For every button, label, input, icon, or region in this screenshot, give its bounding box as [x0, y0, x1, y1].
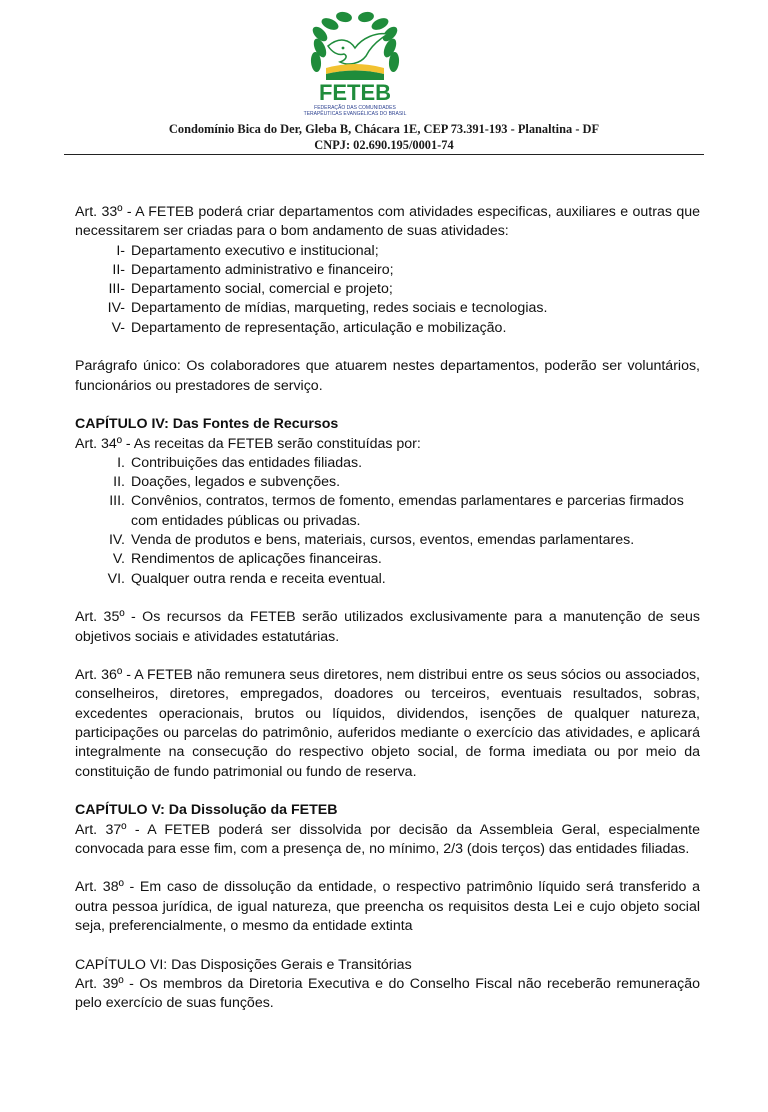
- list-item: IV- Departamento de mídias, marqueting, redes sociais e tecnologias.: [107, 300, 548, 317]
- list-item: III. Convênios, contratos, termos de fomento, emendas parlamentares e parcerias firmados com entidades públicas ou privadas.: [109, 493, 684, 529]
- list-item: II. Doações, legados e subvenções.: [113, 474, 341, 491]
- chapter6-title: CAPÍTULO VI: Das Disposições Gerais e Transitórias: [75, 956, 412, 973]
- header-address: Condomínio Bica do Der, Gleba B, Chácara 1E, CEP 73.391-193 - Planaltina - DF: [168, 122, 600, 136]
- list-item: VI. Qualquer outra renda e receita eventual.: [107, 570, 386, 587]
- svg-text:TERAPÊUTICAS EVANGÉLICAS DO BR: TERAPÊUTICAS EVANGÉLICAS DO BRASIL: [303, 111, 407, 117]
- chapter5-title: CAPÍTULO V: Da Dissolução da FETEB: [75, 802, 338, 819]
- svg-text:FEDERAÇÃO DAS COMUNIDADES: FEDERAÇÃO DAS COMUNIDADES: [314, 105, 396, 111]
- dove-icon: [328, 34, 388, 64]
- art33-text: Art. 33º - A FETEB poderá criar departamentos com atividades especificas, auxiliares e outras que necessitarem ser criadas para o bom andamento de suas atividades:: [75, 204, 700, 240]
- art35-text: Art. 35º - Os recursos da FETEB serão utilizados exclusivamente para a manutenção de seus objetivos sociais e atividades estatutárias.: [75, 609, 700, 645]
- list-item: III- Departamento social, comercial e projeto;: [108, 281, 393, 298]
- list-item: V. Rendimentos de aplicações financeiras.: [112, 551, 382, 568]
- list-item: I- Departamento executivo e institucional;: [116, 242, 379, 259]
- header-cnpj: CNPJ: 02.690.195/0001-74: [314, 138, 454, 152]
- art33-paragraph: Parágrafo único: Os colaboradores que atuarem nestes departamentos, poderão ser voluntários, funcionários ou prestadores de serviço.: [75, 358, 700, 394]
- list-item: V- Departamento de representação, articulação e mobilização.: [111, 319, 507, 336]
- list-item: I. Contribuições das entidades filiadas.: [117, 454, 363, 471]
- svg-text:FETEB: FETEB: [318, 80, 392, 105]
- art36-text: Art. 36º - A FETEB não remunera seus diretores, nem distribui entre os seus sócios ou associados, conselheiros, diretores, empregados, doadores ou terceiros, eventuais resultados, sobras, excedentes operacionais, brutos ou líquidos, dividendos, isenções de qualquer natureza, participações ou parcelas do patrimônio, auferidos mediante o exercício das atividades, e aplicará integralmente na consecução do respectivo objeto social, de forma imediata ou por meio da constituição de fundo patrimonial ou fundo de reserva.: [75, 667, 700, 780]
- art33-list: [75, 242, 700, 338]
- feteb-logo: [298, 10, 412, 120]
- list-item: II- Departamento administrativo e financeiro;: [112, 261, 394, 278]
- header-divider: [64, 154, 704, 155]
- art37-text: Art. 37º - A FETEB poderá ser dissolvida por decisão da Assembleia Geral, especialmente convocada para esse fim, com a presença de, no mínimo, 2/3 (dois terços) das entidades filiadas.: [75, 821, 700, 857]
- chapter4-title: CAPÍTULO IV: Das Fontes de Recursos: [75, 416, 339, 433]
- art34-list: [75, 454, 700, 589]
- document-body: [75, 203, 700, 1013]
- art39-text: Art. 39º - Os membros da Diretoria Executiva e do Conselho Fiscal não receberão remuneração pelo exercício de suas funções.: [75, 975, 700, 1012]
- art34-text: Art. 34º - As receitas da FETEB serão constituídas por:: [75, 435, 421, 452]
- art38-text: Art. 38º - Em caso de dissolução da entidade, o respectivo patrimônio líquido será transferido a outra pessoa jurídica, de igual natureza, que preencha os requisitos desta Lei e cujo objeto social seja, preferencialmente, o mesmo da entidade extinta: [75, 879, 700, 934]
- list-item: IV. Venda de produtos e bens, materiais, cursos, eventos, emendas parlamentares.: [108, 532, 635, 549]
